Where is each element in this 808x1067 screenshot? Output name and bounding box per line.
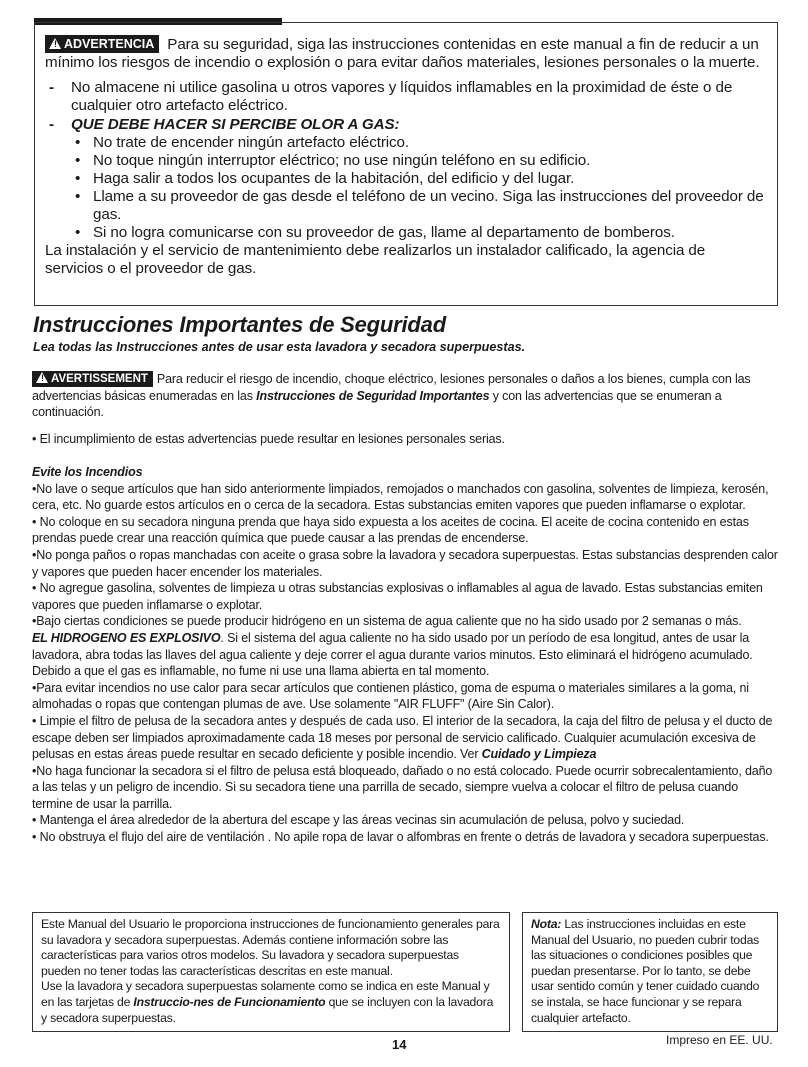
warning-bullet: • Haga salir a todos los ocupantes de la habitación, del edificio y del lugar. <box>75 170 575 187</box>
manual-info-box <box>32 912 510 1032</box>
warning-label <box>45 35 159 53</box>
warning-triangle-icon: ! <box>36 372 48 383</box>
avertissement-label: ! AVERTISSEMENT <box>32 371 153 387</box>
fire-item: • Mantenga el área alrededor de la abertura del escape y las áreas vecinas sin acumulación de pelusa, polvo y suciedad. <box>32 813 685 828</box>
warning-bullet: • Si no logra comunicarse con su proveedor de gas, llame al departamento de bomberos. <box>75 224 675 241</box>
warning-label-text: ADVERTENCIA <box>64 37 155 51</box>
printed-in: Impreso en EE. UU. <box>666 1033 773 1047</box>
warning-triangle-icon: ! <box>49 38 61 49</box>
fire-item: • No agregue gasolina, solventes de limpieza u otras substancias explosivas o inflamables al agua de lavado. Estas substancias emiten vapores que pueden inflamarse o explotar. <box>32 581 763 612</box>
fire-section-title: Evite los Incendios <box>32 465 143 479</box>
fire-item: • No obstruya el flujo del aire de ventilación . No apile ropa de lavar o alfombras en frente o detrás de lavadora y secadora superpuestas. <box>32 830 769 845</box>
manual-info-usage: Use la lavadora y secadora superpuestas solamente como se indica en este Manual y en las tarjetas de Instruccio-nes de Funcionamiento que se incluyen con la lavadora y secadora superpuestas. <box>41 979 494 1025</box>
warning-bullet: • No trate de encender ningún artefacto eléctrico. <box>75 134 410 151</box>
page-title: Instrucciones Importantes de Seguridad <box>33 312 446 337</box>
fire-item: EL HIDROGENO ES EXPLOSIVO. Si el sistema del agua caliente no ha sido usado por un período de esa longitud, antes de usar la lavadora, abra todas las llaves del agua caliente y deje correr el agua durante varios minutos. Esto eliminará el hidrógeno acumulado. Debido a que el gas es inflamable, no fume ni use una llama abierta en tal momento. <box>32 630 753 679</box>
note-label: Nota: <box>531 917 562 931</box>
gas-smell-heading: - QUE DEBE HACER SI PERCIBE OLOR A GAS: <box>49 116 400 133</box>
warning-intro-text: Para su seguridad, siga las instrucciones contenidas en este manual a fin de reducir a un mínimo los riesgos de incendio o explosión o para evitar daños materiales, lesiones personales o la muerte. <box>45 36 760 71</box>
fire-item: •No ponga paños o ropas manchadas con aceite o grasa sobre la lavadora y secadora superpuestas. Estas substancias desprenden calor y vapores que pueden hacer encender los materiales. <box>32 547 778 579</box>
warning-intro <box>45 35 767 72</box>
warning-bullet: • Llame a su proveedor de gas desde el teléfono de un vecino. Siga las instrucciones del proveedor de gas. <box>75 188 764 223</box>
fire-item: •No haga funcionar la secadora si el filtro de pelusa está bloqueado, dañado o no está colocado. Puede ocurrir sobrecalentamiento, daño a las telas y un peligro de incendio. Si su secadora tiene una parrilla de secado, siempre vuelva a colocar el filtro de pelusa cuando termine de usar la parrilla. <box>32 763 773 811</box>
fire-section <box>32 464 778 846</box>
noncompliance-note: • El incumplimiento de estas advertencias puede resultar en lesiones personales serias. <box>32 432 505 446</box>
warning-bullet: • No toque ningún interruptor eléctrico; no use ningún teléfono en su edificio. <box>75 152 591 169</box>
fire-item: •Bajo ciertas condiciones se puede producir hidrógeno en un sistema de agua caliente que no ha sido usado por 2 semanas o más. <box>32 614 742 629</box>
warning-dash-item: - No almacene ni utilice gasolina u otros vapores y líquidos inflamables en la proximidad de éste o de cualquier otro artefacto eléctrico. <box>49 79 733 114</box>
fire-item: •No lave o seque artículos que han sido anteriormente limpiados, remojados o manchados con gasolina, solventes de limpieza, kerosén, cera, etc. No guarde estos artículos en o cerca de la secadora. Estas substancias emiten vapores que pueden inflamarse o explotar. <box>32 481 769 513</box>
page-subtitle: Lea todas las Instrucciones antes de usar esta lavadora y secadora superpuestas. <box>33 340 526 354</box>
note-box <box>522 912 778 1032</box>
fire-item: • Limpie el filtro de pelusa de la secadora antes y después de cada uso. El interior de la secadora, la caja del filtro de pelusa y el ducto de escape deben ser limpiados aproximadamente cada 18 meses por personal de servicio calificado. Cualquier acumulación excesiva de pelusas en estas áreas puede resultar en secado deficiente y posible incendio. Ver Cuidado y Limpieza <box>32 713 773 762</box>
note-text: Las instrucciones incluidas en este Manual del Usuario, no pueden cubrir todas las situaciones o condiciones posibles que puedan presentarse. Por lo tanto, se debe usar sentido común y tener cuidado cuando se instala, se hace funcionar y se repara cualquier artefacto. <box>531 917 760 1025</box>
page-number: 14 <box>392 1037 407 1052</box>
manual-info-text: Este Manual del Usuario le proporciona instrucciones de funcionamiento generales para su lavadora y secadora superpuestas. Además contiene información sobre las características para varios otros modelos. Su lavadora y secadora superpuestas pueden no tener todas las características descritas en este manual. <box>41 917 500 978</box>
gas-warning-box <box>34 22 778 306</box>
fire-item: •Para evitar incendios no use calor para secar artículos que contienen plástico, goma de espuma o materiales similares a la goma, ni almohadas o ropas que contengan plumas de ave. Use solamente "AIR FLUFF" (Aire Sin Calor). <box>32 680 749 712</box>
warning-closing: La instalación y el servicio de mantenimiento debe realizarlos un instalador calificado, la agencia de servicios o el proveedor de gas. <box>45 242 706 277</box>
avertissement-paragraph: ! AVERTISSEMENT Para reducir el riesgo de incendio, choque eléctrico, lesiones personales o daños a los bienes, cumpla con las advertencias básicas enumeradas en las Instrucciones de Seguridad Importantes y con las advertencias que se enumeran a continuación. <box>32 372 751 420</box>
fire-item: • No coloque en su secadora ninguna prenda que haya sido expuesta a los aceites de cocina. El aceite de cocina contenido en estas prendas puede crear una reacción química que puede causar a las prendas de encenderse. <box>32 514 749 546</box>
